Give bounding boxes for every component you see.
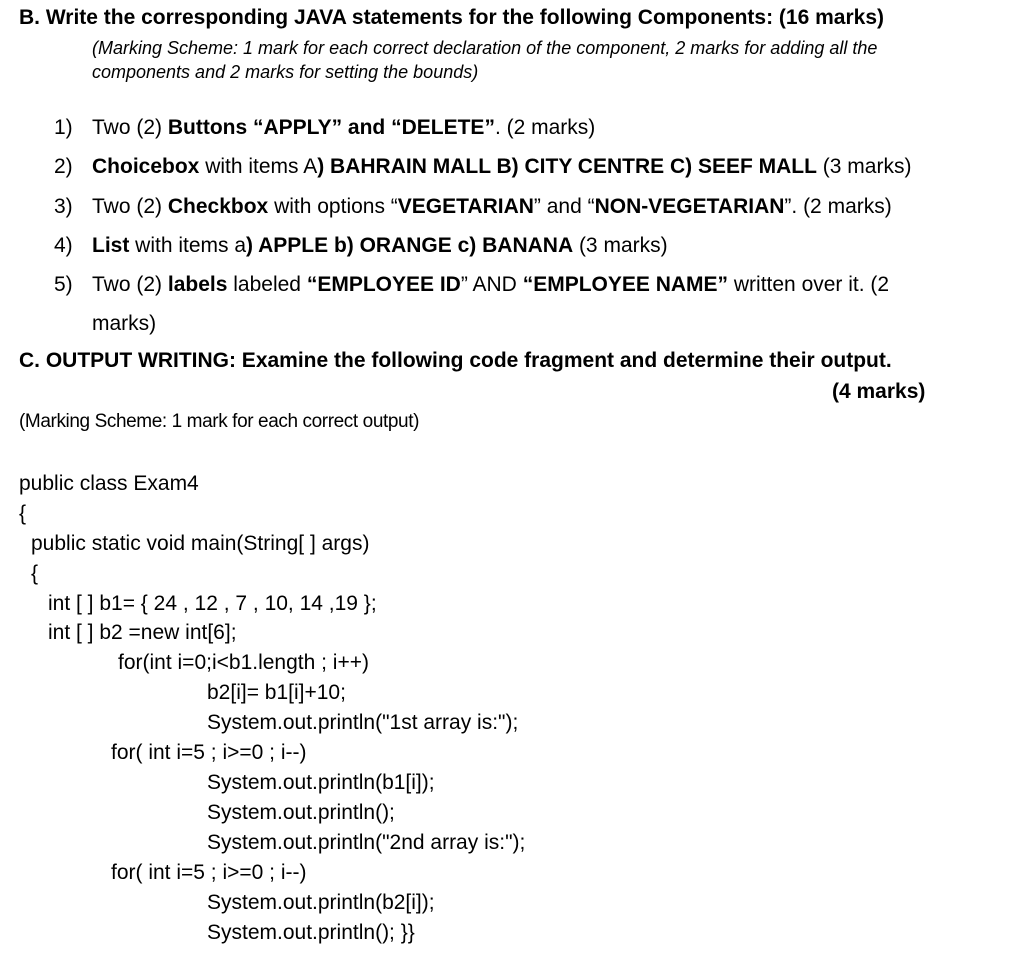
code-line: for(int i=0;i<b1.length ; i++) <box>118 651 369 674</box>
list-item: Two (2) labels labeled “EMPLOYEE ID” AND “EMPLOYEE NAME” written over it. (2 <box>92 273 890 296</box>
list-item: Choicebox with items A) BAHRAIN MALL B) CITY CENTRE C) SEEF MALL (3 marks) <box>92 155 912 178</box>
code-line: int [ ] b1= { 24 , 12 , 7 , 10, 14 ,19 }; <box>48 592 377 615</box>
item-number: 3) <box>54 195 73 218</box>
code-line: { <box>31 562 39 585</box>
section-b-scheme-line2: components and 2 marks for setting the bounds) <box>92 62 479 82</box>
code-line: System.out.println(); }} <box>207 921 415 944</box>
item-number: 2) <box>54 155 73 178</box>
section-b-scheme-line1: (Marking Scheme: 1 mark for each correct declaration of the component, 2 marks for adding all the <box>92 38 878 58</box>
item-number: 1) <box>54 116 73 139</box>
item-number: 5) <box>54 273 73 296</box>
code-line: b2[i]= b1[i]+10; <box>207 681 346 704</box>
section-c-scheme: (Marking Scheme: 1 mark for each correct output) <box>19 411 420 432</box>
code-line: System.out.println("1st array is:"); <box>207 711 519 734</box>
list-item: Two (2) Checkbox with options “VEGETARIAN” and “NON-VEGETARIAN”. (2 marks) <box>92 195 892 218</box>
code-line: System.out.println("2nd array is:"); <box>207 831 526 854</box>
code-line: System.out.println(b1[i]); <box>207 771 435 794</box>
section-c-title: C. OUTPUT WRITING: Examine the following code fragment and determine their output. <box>19 349 892 372</box>
code-line: public class Exam4 <box>19 472 199 495</box>
section-c-marks: (4 marks) <box>832 380 926 403</box>
code-line: System.out.println(b2[i]); <box>207 891 435 914</box>
item-number: 4) <box>54 234 73 257</box>
section-b-title: B. Write the corresponding JAVA statements for the following Components: (16 marks) <box>19 6 884 29</box>
list-item-continuation: marks) <box>92 312 157 335</box>
list-item: Two (2) Buttons “APPLY” and “DELETE”. (2 marks) <box>92 116 596 139</box>
code-line: public static void main(String[ ] args) <box>31 532 370 555</box>
code-line: System.out.println(); <box>207 801 395 824</box>
code-line: int [ ] b2 =new int[6]; <box>48 621 237 644</box>
code-line: for( int i=5 ; i>=0 ; i--) <box>111 741 307 764</box>
list-item: List with items a) APPLE b) ORANGE c) BANANA (3 marks) <box>92 234 668 257</box>
code-line: for( int i=5 ; i>=0 ; i--) <box>111 861 307 884</box>
code-line: { <box>19 502 27 525</box>
